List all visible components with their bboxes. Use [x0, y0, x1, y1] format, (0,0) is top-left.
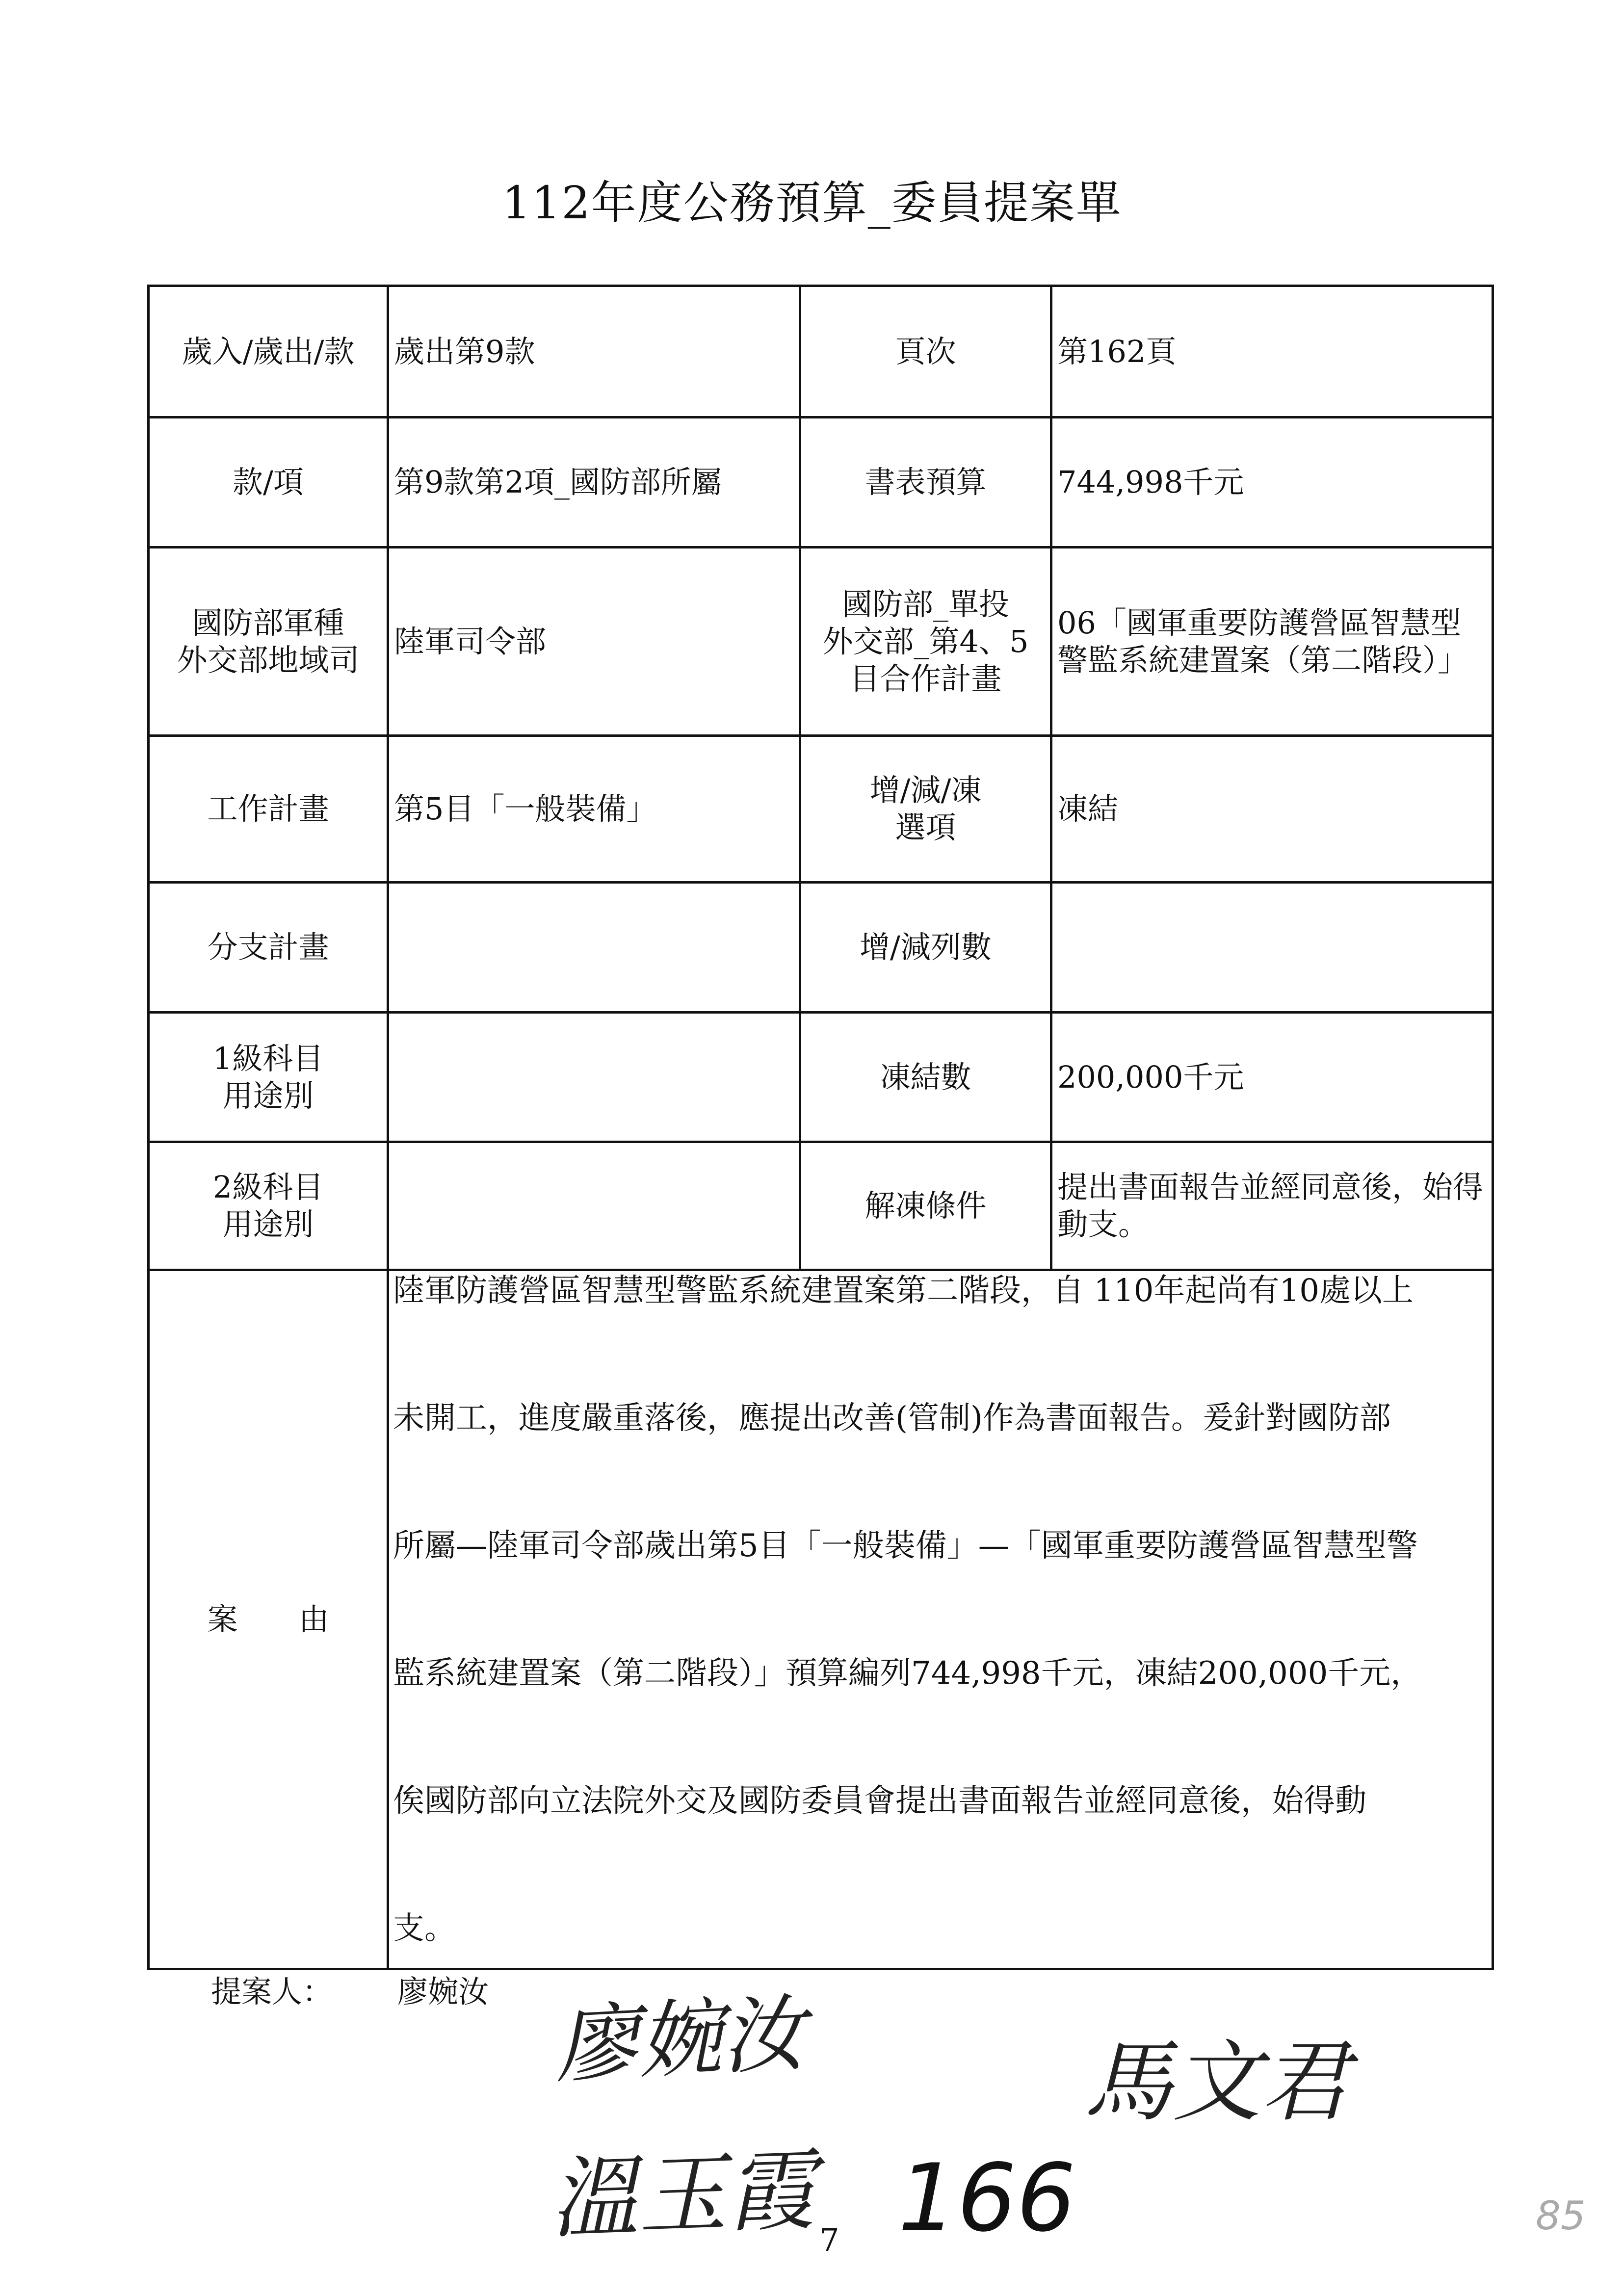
field-value: 第162頁	[1051, 286, 1493, 417]
reason-line: 俟國防部向立法院外交及國防委員會提出書面報告並經同意後，始得動	[393, 1783, 1366, 1819]
reason-label: 案 由	[149, 1270, 388, 1969]
field-label: 歲入/歲出/款	[149, 286, 388, 417]
proposal-table	[147, 285, 1494, 1970]
field-value: 第9款第2項_國防部所屬	[388, 417, 800, 548]
field-label: 工作計畫	[149, 736, 388, 883]
reason-line: 支。	[393, 1910, 456, 1947]
field-value: 第5目「一般裝備」	[388, 736, 800, 883]
field-label: 1級科目 用途別	[149, 1013, 388, 1142]
field-label: 2級科目 用途別	[149, 1142, 388, 1270]
field-value: 744,998千元	[1051, 417, 1493, 548]
field-label: 書表預算	[800, 417, 1051, 548]
signature: 馬文君	[1084, 2031, 1350, 2134]
field-value	[388, 1013, 800, 1142]
table-row-reason	[149, 1270, 1493, 1969]
reason-line: 監系統建置案（第二階段）」預算編列744,998千元，凍結200,000千元，	[393, 1655, 1422, 1692]
field-value	[1051, 883, 1493, 1013]
field-label: 款/項	[149, 417, 388, 548]
proposer-name: 廖婉汝	[397, 1974, 489, 2009]
reason-line: 陸軍防護營區智慧型警監系統建置案第二階段，自 110年起尚有10處以上	[393, 1273, 1414, 1309]
table-row	[149, 286, 1493, 417]
field-label: 凍結數	[800, 1013, 1051, 1142]
field-label: 解凍條件	[800, 1142, 1051, 1270]
corner-number: 85	[1536, 2193, 1586, 2239]
handwritten-number: 166	[898, 2144, 1076, 2252]
table-row	[149, 1142, 1493, 1270]
table-row	[149, 548, 1493, 736]
field-label: 頁次	[800, 286, 1051, 417]
field-value: 陸軍司令部	[388, 548, 800, 736]
page-number: 7	[819, 2222, 839, 2259]
proposer-label: 提案人：	[211, 1974, 333, 2009]
reason-line: 所屬—陸軍司令部歲出第5目「一般裝備」—「國軍重要防護營區智慧型警	[393, 1528, 1418, 1564]
signature: 廖婉汝	[552, 1984, 808, 2095]
field-value: 歲出第9款	[388, 286, 800, 417]
field-label: 國防部軍種 外交部地域司	[149, 548, 388, 736]
table-row	[149, 883, 1493, 1013]
field-label: 國防部_單投 外交部_第4、5 目合作計畫	[800, 548, 1051, 736]
field-label: 分支計畫	[149, 883, 388, 1013]
reason-text	[388, 1270, 1493, 1969]
field-value: 200,000千元	[1051, 1013, 1493, 1142]
table-row	[149, 417, 1493, 548]
field-label: 增/減/凍 選項	[800, 736, 1051, 883]
table-row	[149, 1013, 1493, 1142]
field-value	[388, 1142, 800, 1270]
field-value: 06「國軍重要防護營區智慧型警監系統建置案（第二階段）」	[1051, 548, 1493, 736]
signature: 溫玉霞	[548, 2139, 817, 2251]
field-value: 提出書面報告並經同意後，始得動支。	[1051, 1142, 1493, 1270]
field-label: 增/減列數	[800, 883, 1051, 1013]
reason-line: 未開工，進度嚴重落後，應提出改善(管制)作為書面報告。爰針對國防部	[393, 1400, 1391, 1436]
field-value	[388, 883, 800, 1013]
field-value: 凍結	[1051, 736, 1493, 883]
page-title: 112年度公務預算_委員提案單	[502, 177, 1122, 229]
table-row	[149, 736, 1493, 883]
